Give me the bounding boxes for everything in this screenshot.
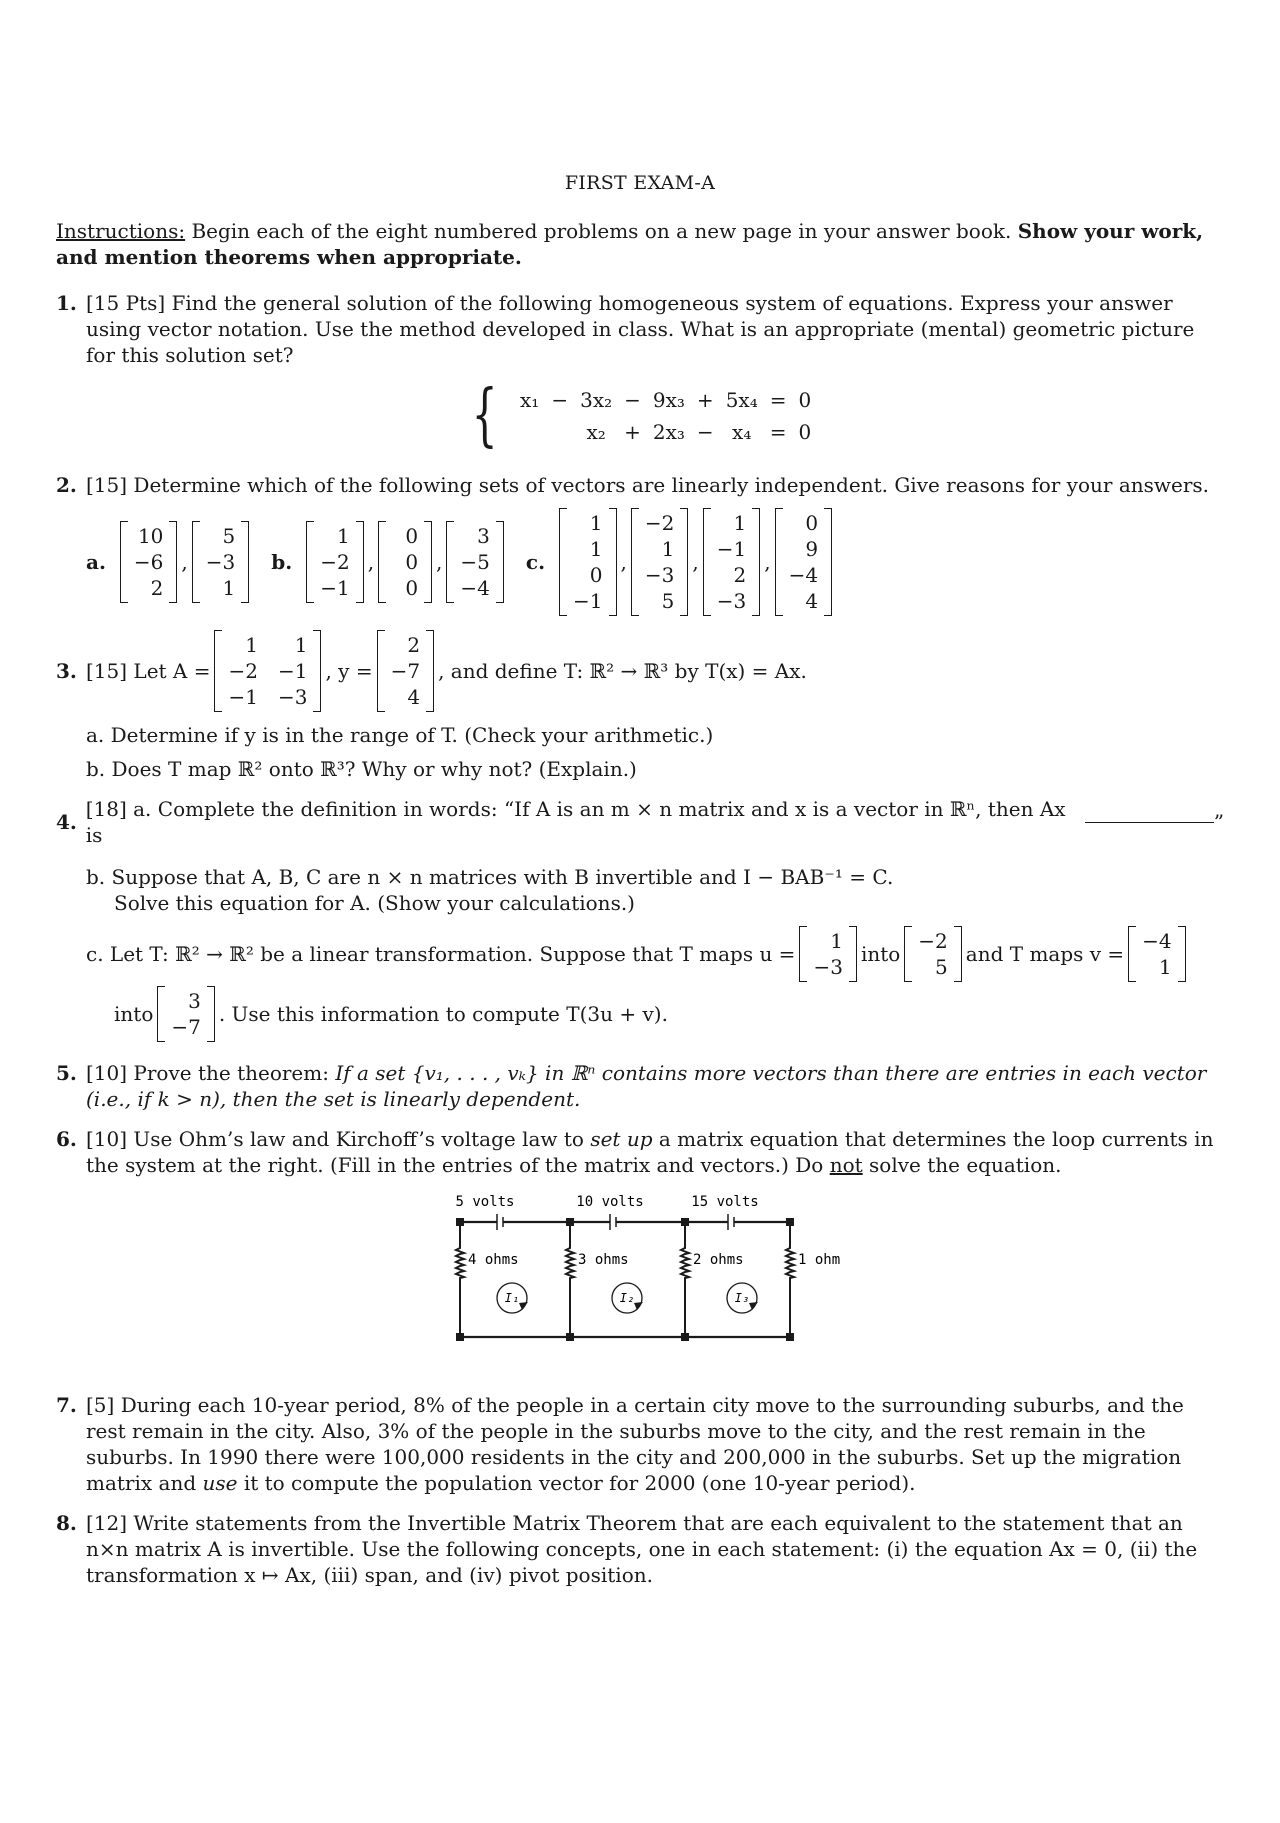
junction-dot — [786, 1218, 794, 1226]
junction-dot — [456, 1218, 464, 1226]
matrix-entry: 1 — [589, 511, 603, 535]
ohm-label: 3 ohms — [578, 1252, 629, 1268]
matrix-entry: 5 — [661, 589, 675, 613]
vector-set-b — [302, 521, 508, 603]
problem-3-tail: , and define T: ℝ² → ℝ³ by T(x) = Ax. — [438, 659, 807, 683]
comma: , — [764, 550, 771, 574]
current-label: I₁ — [504, 1291, 520, 1305]
matrix-entry: 1 — [733, 511, 747, 535]
matrix-entry: 4 — [407, 685, 421, 709]
instructions-text: Begin each of the eight numbered problems on a new page in your answer book. — [185, 219, 1018, 243]
column-vector — [378, 521, 432, 603]
problem-4-part-c-2: . Use this information to compute T(3u + v). — [218, 1002, 668, 1026]
matrix-entry: 5 — [222, 524, 236, 548]
close-quote: ” — [1213, 810, 1225, 834]
matrix-entry: −2 — [644, 511, 675, 535]
resistor-branch — [566, 1222, 574, 1337]
problem-4-part-b-1: b. Suppose that A, B, C are n × n matrices with B invertible and I − BAB⁻¹ = C. — [86, 865, 894, 889]
problem-1-text: [15 Pts] Find the general solution of the following homogeneous system of equations. Express your answer using vector notation. Use the method developed in class. What is an appropriate (mental) geometric picture for this solution set? — [86, 291, 1195, 367]
current-label: I₂ — [619, 1291, 635, 1305]
resistor-branch — [681, 1222, 689, 1337]
matrix-entry: −1 — [573, 589, 603, 613]
matrix-entry: 1 — [294, 633, 308, 657]
problem-6-text-2: a matrix equation that determines the loop currents in the system at the right. (Fill in the entries of the matrix and vectors.) Do — [86, 1127, 1214, 1177]
comma: , — [436, 550, 443, 574]
column-vector — [446, 521, 503, 603]
problem-3 — [56, 630, 1224, 782]
problem-7-text-2: it to compute the population vector for 2000 (one 10-year period). — [237, 1471, 916, 1495]
problem-3-part-a: a. Determine if y is in the range of T. (Check your arithmetic.) — [86, 723, 714, 747]
matrix-entry: 10 — [137, 524, 164, 548]
problem-6-text-1: [10] Use Ohm’s law and Kirchoff’s voltage law to — [86, 1127, 591, 1151]
problem-8 — [56, 1510, 1224, 1588]
and-v-text: and T maps v = — [965, 942, 1125, 966]
matrix-entry: −5 — [460, 550, 490, 574]
ohm-label: 4 ohms — [468, 1252, 519, 1268]
part-b-label: b. — [271, 550, 293, 574]
matrix-entry: 0 — [589, 563, 603, 587]
column-vector — [703, 508, 760, 616]
ohm-label: 2 ohms — [693, 1252, 744, 1268]
vector-v — [1124, 926, 1189, 982]
y-label: , y = — [325, 659, 373, 683]
matrix-entry: 0 — [405, 576, 419, 600]
problem-6-italic: set up — [590, 1127, 653, 1151]
battery-icon — [610, 1214, 616, 1230]
problem-7-text-1: [5] During each 10-year period, 8% of the people in a certain city move to the surrounding suburbs, and the rest remain in the city. Also, 3% of the people in the suburbs move to the city, and the rest remain in the suburbs. In 1990 there were 100,000 residents in the city and 200,000 in the suburbs. Set up the migration matrix and — [86, 1393, 1184, 1495]
column-vector — [192, 521, 249, 603]
equation-row: x₂ + 2x₃ − x₄ = 0 — [586, 420, 812, 444]
problem-4-part-b-2: Solve this equation for A. (Show your calculations.) — [114, 891, 635, 915]
battery-icon — [728, 1214, 734, 1230]
problem-6 — [56, 1126, 1224, 1368]
problem-5 — [56, 1060, 1224, 1112]
instructions-label: Instructions: — [56, 219, 186, 243]
problem-number: 6. — [56, 1127, 77, 1151]
matrix-entry: 0 — [405, 550, 419, 574]
problem-7 — [56, 1392, 1224, 1496]
problem-6-underline: not — [829, 1153, 863, 1177]
problem-5-text: [10] Prove the theorem: — [86, 1061, 336, 1085]
matrix-entry: −3 — [813, 955, 843, 979]
vector-Tv — [153, 986, 218, 1042]
matrix-entry: 2 — [150, 576, 164, 600]
battery-icon — [497, 1214, 503, 1230]
volt-label: 10 volts — [576, 1194, 644, 1210]
matrix-entry: −1 — [228, 685, 258, 709]
column-vector — [559, 508, 616, 616]
column-vector — [775, 508, 832, 616]
vector-u — [795, 926, 860, 982]
junction-dot — [681, 1333, 689, 1341]
junction-dot — [566, 1333, 574, 1341]
problem-3-lead: [15] Let A = — [86, 659, 211, 683]
matrix-entry: −4 — [788, 563, 819, 587]
problem-3-part-b: b. Does T map ℝ² onto ℝ³? Why or why not? (Explain.) — [86, 757, 637, 781]
problem-number: 7. — [56, 1393, 77, 1417]
matrix-entry: −3 — [277, 685, 308, 709]
volt-label: 15 volts — [691, 1194, 759, 1210]
column-vector — [799, 926, 856, 982]
matrix-entry: −6 — [133, 550, 164, 574]
column-vector — [157, 986, 214, 1042]
problem-6-text-3: solve the equation. — [862, 1153, 1062, 1177]
problem-2 — [56, 472, 1224, 616]
matrix-entry: 1 — [222, 576, 236, 600]
matrix-entry: 1 — [1158, 955, 1172, 979]
into-text: into — [114, 1002, 154, 1026]
volt-label: 5 volts — [455, 1194, 515, 1210]
resistor-branch — [786, 1222, 794, 1337]
problem-2-text: [15] Determine which of the following sets of vectors are linearly independent. Give reasons for your answers. — [86, 473, 1210, 497]
column-vector — [120, 521, 177, 603]
matrix-entry: −3 — [716, 589, 747, 613]
problem-number: 8. — [56, 1511, 77, 1535]
vector-set-c — [555, 508, 836, 616]
matrix-entry: 9 — [805, 537, 819, 561]
problem-number: 2. — [56, 473, 77, 497]
matrix-entry: 1 — [589, 537, 603, 561]
matrix-entry: 2 — [407, 633, 421, 657]
matrix-entry: −3 — [644, 563, 675, 587]
matrix-entry: 5 — [935, 955, 948, 979]
vector-Tu — [900, 926, 965, 982]
matrix-entry: −4 — [460, 576, 490, 600]
part-a-label: a. — [86, 550, 106, 574]
matrix-entry: 4 — [805, 589, 819, 613]
into-text: into — [860, 942, 901, 966]
junction-dot — [566, 1218, 574, 1226]
answer-blank — [1085, 822, 1214, 823]
matrix-entry: 1 — [830, 929, 843, 953]
exam-title: FIRST EXAM-A — [564, 172, 716, 194]
problem-4 — [56, 796, 1224, 1042]
instructions-bold: Show your work, and mention theorems when appropriate. — [56, 219, 1204, 269]
matrix-entry: 1 — [661, 537, 675, 561]
matrix-entry: −3 — [205, 550, 236, 574]
comma: , — [620, 550, 627, 574]
matrix — [214, 630, 321, 712]
matrix-entry: 2 — [733, 563, 747, 587]
matrix-entry: −2 — [228, 659, 258, 683]
problem-number: 3. — [56, 659, 77, 683]
problem-number: 5. — [56, 1061, 77, 1085]
problem-number: 4. — [56, 810, 77, 834]
equation-row: x₁ − 3x₂ − 9x₃ + 5x₄ = 0 — [520, 388, 812, 412]
column-vector — [631, 508, 688, 616]
problem-8-text: [12] Write statements from the Invertible Matrix Theorem that are each equivalent to the statement that an n×n matrix A is invertible. Use the following concepts, one in each statement: (i) the equation Ax = 0, (ii) the transformation x ↦ Ax, (iii) span, and (iv) pivot position. — [86, 1511, 1198, 1587]
matrix-entry: 1 — [336, 524, 350, 548]
exam-page — [56, 170, 1224, 1602]
matrix-entry: 3 — [477, 524, 490, 548]
problem-5-theorem: If a set {v₁, . . . , vₖ} in ℝⁿ contains more vectors than there are entries in each vector (i.e., if k > n), then the set is linearly dependent. — [86, 1061, 1207, 1111]
column-vector — [306, 521, 363, 603]
part-c-label: c. — [525, 550, 546, 574]
junction-dot — [786, 1333, 794, 1341]
matrix-entry: −2 — [320, 550, 350, 574]
current-label: I₃ — [734, 1291, 750, 1305]
problem-number: 1. — [56, 291, 77, 315]
matrix-entry: 3 — [188, 989, 201, 1013]
matrix-entry: −1 — [320, 576, 350, 600]
matrix-entry: 0 — [805, 511, 819, 535]
brace-icon: { — [471, 376, 498, 455]
matrix-entry: −4 — [1142, 929, 1172, 953]
matrix-entry: 0 — [405, 524, 419, 548]
matrix-entry: −1 — [277, 659, 308, 683]
column-vector — [904, 926, 961, 982]
matrix-entry: −7 — [390, 659, 421, 683]
problem-4-part-a: [18] a. Complete the definition in words: “If A is an m × n matrix and x is a vector in ℝⁿ, then Ax is — [85, 797, 1066, 847]
matrix-entry: 1 — [245, 633, 258, 657]
comma: , — [367, 550, 375, 574]
comma: , — [692, 550, 699, 574]
column-vector — [377, 630, 434, 712]
problem-4-part-c-1: c. Let T: ℝ² → ℝ² be a linear transformation. Suppose that T maps u = — [86, 942, 796, 966]
problem-7-italic: use — [202, 1471, 238, 1495]
matrix-entry: −7 — [171, 1015, 201, 1039]
circuit-diagram — [450, 1192, 841, 1362]
junction-dot — [456, 1333, 464, 1341]
instructions — [56, 218, 1224, 270]
vector-y — [373, 630, 438, 712]
matrix-A — [210, 630, 325, 712]
comma: , — [181, 550, 188, 574]
column-vector — [1128, 926, 1185, 982]
matrix-entry: −2 — [918, 929, 948, 953]
junction-dot — [681, 1218, 689, 1226]
ohm-label: 1 ohm — [798, 1252, 841, 1268]
vector-set-a — [116, 521, 253, 603]
resistor-branch — [456, 1222, 464, 1337]
matrix-entry: −1 — [716, 537, 747, 561]
problem-1 — [56, 290, 1224, 458]
equation-system — [463, 376, 817, 455]
